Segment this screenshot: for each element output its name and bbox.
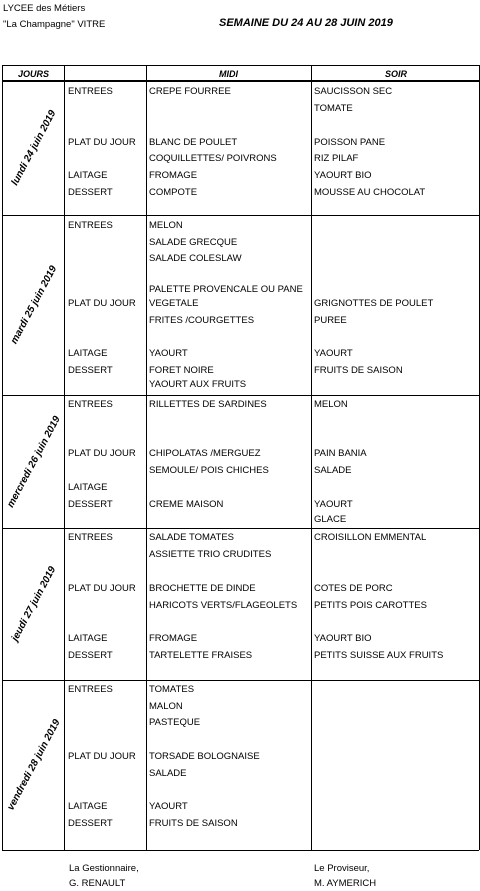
day-divider (2, 680, 479, 681)
midi-dish: COQUILLETTES/ POIVRONS (149, 153, 277, 164)
signature-gestionnaire-name: G. RENAULT (69, 878, 126, 889)
soir-dish: YAOURT BIO (314, 633, 372, 644)
menu-category: LAITAGE (68, 801, 108, 812)
soir-dish: PAIN BANIA (314, 448, 367, 459)
midi-dish: YAOURT (149, 348, 188, 359)
midi-dish: FORET NOIRE (149, 365, 214, 376)
midi-dish: TARTELETTE FRAISES (149, 650, 253, 661)
menu-category: DESSERT (68, 818, 113, 829)
soir-dish: SAUCISSON SEC (314, 86, 393, 97)
midi-dish: HARICOTS VERTS/FLAGEOLETS (149, 600, 298, 611)
midi-dish: ASSIETTE TRIO CRUDITES (149, 549, 272, 560)
day-divider (2, 215, 479, 216)
menu-category: PLAT DU JOUR (68, 137, 136, 148)
midi-dish: TORSADE BOLOGNAISE (149, 751, 260, 762)
midi-dish: COMPOTE (149, 187, 198, 198)
day-label: jeudi 27 juin 2019 (9, 564, 59, 644)
midi-dish: FRITES /COURGETTES (149, 315, 255, 326)
column-header-jours: JOURS (18, 69, 50, 79)
soir-dish: GLACE (314, 514, 347, 525)
menu-category: ENTREES (68, 684, 113, 695)
midi-dish: FROMAGE (149, 170, 198, 181)
menu-category: LAITAGE (68, 633, 108, 644)
soir-dish: GRIGNOTTES DE POULET (314, 298, 434, 309)
day-label: mardi 25 juin 2019 (8, 264, 60, 346)
day-label: lundi 24 juin 2019 (9, 108, 59, 187)
soir-dish: POISSON PANE (314, 137, 386, 148)
signature-proviseur (314, 861, 376, 891)
soir-dish: PUREE (314, 315, 347, 326)
soir-dish: COTES DE PORC (314, 583, 393, 594)
menu-category: ENTREES (68, 220, 113, 231)
soir-dish: PETITS POIS CAROTTES (314, 600, 427, 611)
midi-dish: SALADE COLESLAW (149, 253, 242, 264)
menu-category: ENTREES (68, 532, 113, 543)
midi-dish: SEMOULE/ POIS CHICHES (149, 465, 269, 476)
table-border-top (2, 65, 479, 66)
midi-dish: TOMATES (149, 684, 195, 695)
midi-dish: BLANC DE POULET (149, 137, 238, 148)
soir-dish: TOMATE (314, 103, 353, 114)
day-label: vendredi 28 juin 2019 (5, 717, 63, 813)
column-divider (146, 65, 147, 850)
midi-dish: SALADE GRECQUE (149, 237, 238, 248)
menu-category: LAITAGE (68, 348, 108, 359)
midi-dish: CHIPOLATAS /MERGUEZ (149, 448, 261, 459)
midi-dish: BROCHETTE DE DINDE (149, 583, 256, 594)
midi-dish: PALETTE PROVENCALE OU PANE (149, 284, 303, 295)
column-header-soir: SOIR (385, 69, 408, 79)
soir-dish: CROISILLON EMMENTAL (314, 532, 427, 543)
menu-category: PLAT DU JOUR (68, 751, 136, 762)
midi-dish: YAOURT AUX FRUITS (149, 379, 247, 390)
column-header-midi: MIDI (219, 69, 238, 79)
soir-dish: PETITS SUISSE AUX FRUITS (314, 650, 444, 661)
menu-category: DESSERT (68, 187, 113, 198)
day-label: mercredi 26 juin 2019 (5, 414, 63, 509)
soir-dish: YAOURT BIO (314, 170, 372, 181)
day-divider (2, 528, 479, 529)
column-divider (64, 65, 65, 850)
signature-proviseur-role: Le Proviseur, (314, 863, 370, 874)
table-header-divider (2, 80, 479, 82)
soir-dish: MELON (314, 399, 348, 410)
week-title: SEMAINE DU 24 AU 28 JUIN 2019 (219, 17, 393, 29)
menu-category: LAITAGE (68, 170, 108, 181)
school-name: LYCEE des Métiers (3, 3, 86, 14)
menu-category: PLAT DU JOUR (68, 298, 136, 309)
midi-dish: SALADE (149, 768, 187, 779)
day-divider (2, 395, 479, 396)
midi-dish: VEGETALE (149, 298, 199, 309)
menu-category: ENTREES (68, 86, 113, 97)
menu-category: PLAT DU JOUR (68, 448, 136, 459)
midi-dish: CREPE FOURREE (149, 86, 231, 97)
soir-dish: MOUSSE AU CHOCOLAT (314, 187, 426, 198)
midi-dish: FRUITS DE SAISON (149, 818, 238, 829)
soir-dish: YAOURT (314, 348, 353, 359)
soir-dish: SALADE (314, 465, 352, 476)
midi-dish: PASTEQUE (149, 717, 201, 728)
signature-gestionnaire-role: La Gestionnaire, (69, 863, 139, 874)
midi-dish: MALON (149, 701, 183, 712)
menu-category: ENTREES (68, 399, 113, 410)
signature-gestionnaire (69, 861, 139, 891)
soir-dish: RIZ PILAF (314, 153, 359, 164)
soir-dish: FRUITS DE SAISON (314, 365, 403, 376)
menu-category: DESSERT (68, 650, 113, 661)
school-location: "La Champagne" VITRE (3, 19, 106, 30)
menu-category: DESSERT (68, 499, 113, 510)
midi-dish: CREME MAISON (149, 499, 224, 510)
midi-dish: MELON (149, 220, 183, 231)
day-divider (2, 850, 479, 851)
midi-dish: YAOURT (149, 801, 188, 812)
soir-dish: YAOURT (314, 499, 353, 510)
column-divider (2, 65, 3, 850)
signature-proviseur-name: M. AYMERICH (314, 878, 377, 889)
menu-category: PLAT DU JOUR (68, 583, 136, 594)
column-divider (311, 65, 312, 850)
menu-category: LAITAGE (68, 482, 108, 493)
midi-dish: FROMAGE (149, 633, 198, 644)
midi-dish: SALADE TOMATES (149, 532, 234, 543)
midi-dish: RILLETTES DE SARDINES (149, 399, 267, 410)
menu-category: DESSERT (68, 365, 113, 376)
